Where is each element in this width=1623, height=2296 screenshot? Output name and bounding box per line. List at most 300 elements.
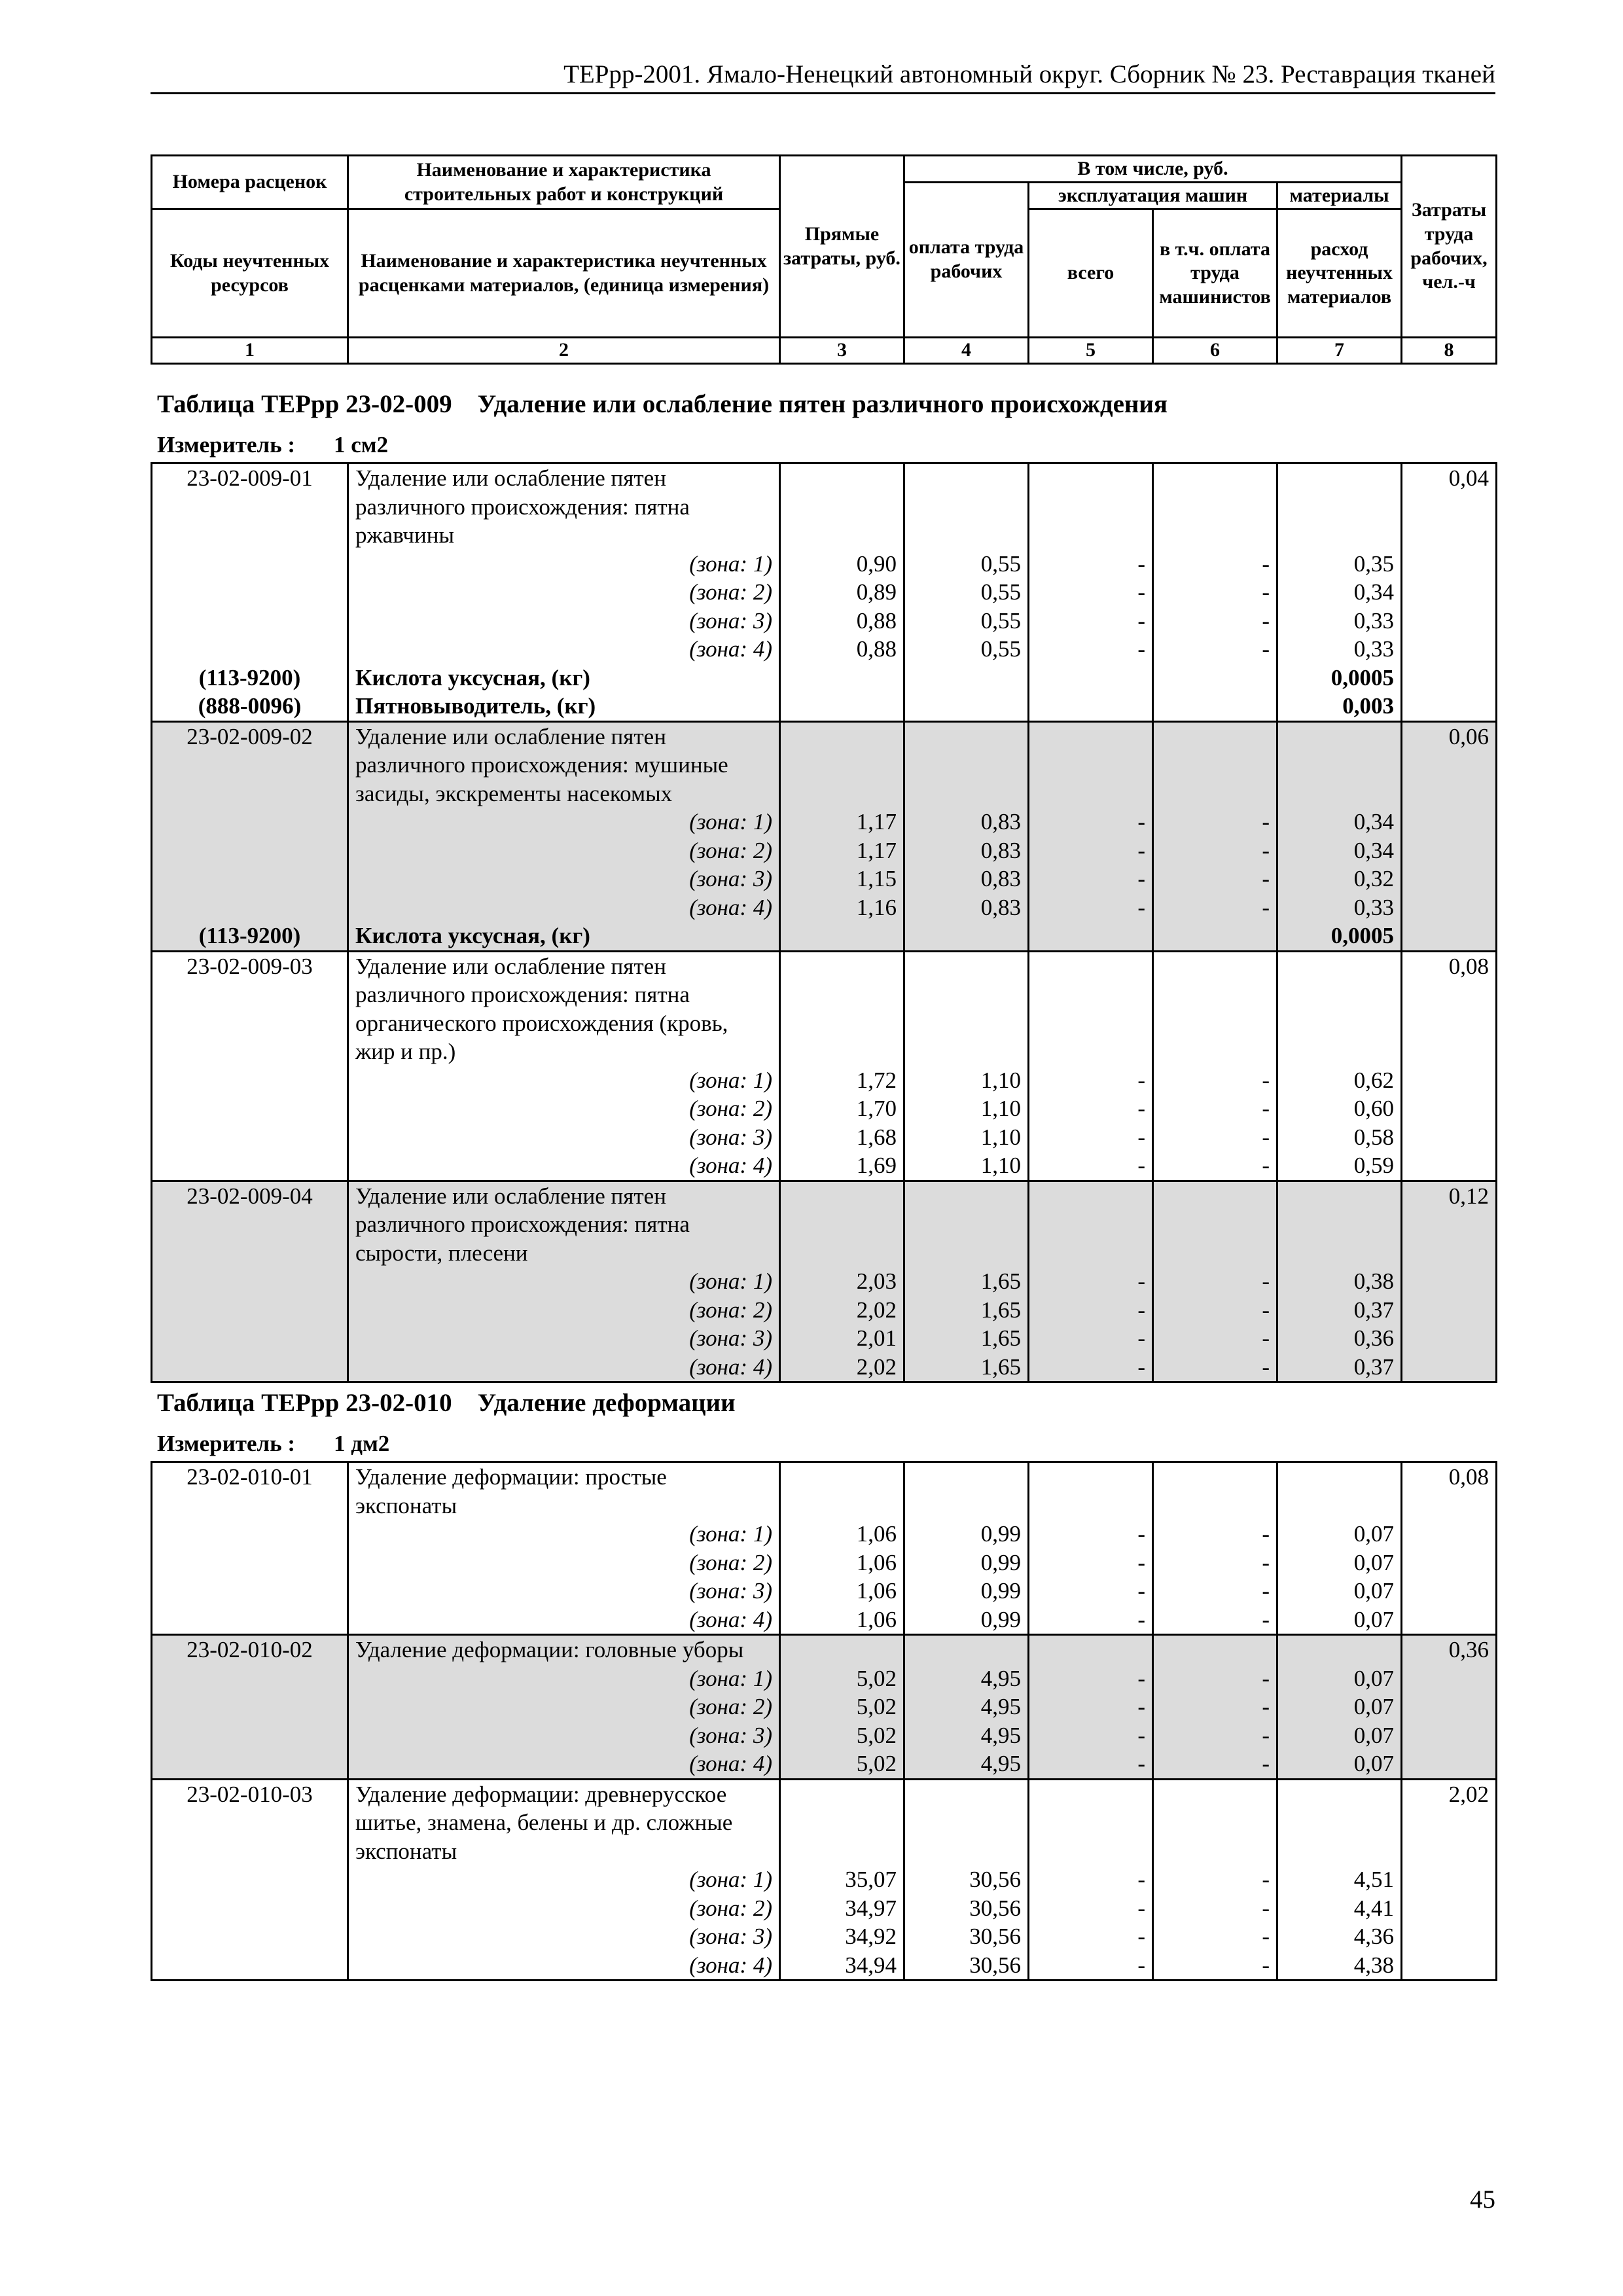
empty-cell (152, 550, 348, 579)
empty-cell (1153, 922, 1277, 951)
zone-label: (зона: 3) (348, 1922, 780, 1951)
empty-cell (1029, 1635, 1153, 1664)
worker-pay: 30,56 (904, 1865, 1029, 1894)
machinist-pay: - (1153, 1353, 1277, 1382)
table-row (152, 463, 1497, 550)
machinist-pay: - (1153, 607, 1277, 636)
zone-label: (зона: 4) (348, 1605, 780, 1635)
rate-group (152, 721, 1497, 951)
direct-costs: 0,88 (780, 635, 904, 664)
materials: 4,41 (1277, 1894, 1402, 1923)
empty-cell (1402, 1520, 1497, 1549)
machinist-pay: - (1153, 865, 1277, 893)
empty-cell (1402, 1353, 1497, 1382)
labor-costs: 2,02 (1402, 1779, 1497, 1865)
direct-costs: 1,06 (780, 1577, 904, 1605)
rates-table (151, 1461, 1497, 1981)
empty-cell (1402, 1605, 1497, 1635)
worker-pay: 30,56 (904, 1894, 1029, 1923)
machine-operation: - (1029, 1520, 1153, 1549)
page-number: 45 (1470, 2185, 1495, 2214)
empty-cell (1402, 1324, 1497, 1353)
empty-cell (780, 463, 904, 550)
zone-row (152, 1123, 1497, 1152)
rates-table (151, 462, 1497, 1383)
machine-operation: - (1029, 1549, 1153, 1577)
worker-pay: 0,83 (904, 865, 1029, 893)
direct-costs: 1,72 (780, 1066, 904, 1095)
empty-cell (904, 1462, 1029, 1520)
empty-cell (152, 808, 348, 836)
worker-pay: 0,83 (904, 808, 1029, 836)
direct-costs: 34,97 (780, 1894, 904, 1923)
measure-label: Измеритель : (157, 1431, 296, 1456)
empty-cell (1029, 721, 1153, 808)
direct-costs: 2,02 (780, 1296, 904, 1325)
empty-cell (1402, 607, 1497, 636)
empty-cell (1277, 1181, 1402, 1267)
empty-cell (780, 1635, 904, 1664)
materials: 0,34 (1277, 836, 1402, 865)
empty-cell (780, 1779, 904, 1865)
resource-amount: 0,0005 (1277, 664, 1402, 692)
rate-name: Удаление деформации: простые экспонаты (348, 1462, 780, 1520)
machine-operation: - (1029, 1951, 1153, 1981)
worker-pay: 4,95 (904, 1664, 1029, 1693)
zone-label: (зона: 4) (348, 1951, 780, 1981)
empty-cell (780, 721, 904, 808)
rate-code: 23-02-009-03 (152, 951, 348, 1066)
resource-name: Пятновыводитель, (кг) (348, 692, 780, 721)
resource-row (152, 664, 1497, 692)
table-row (152, 1462, 1497, 1520)
rate-group (152, 1462, 1497, 1635)
empty-cell (152, 865, 348, 893)
machine-operation: - (1029, 1267, 1153, 1296)
direct-costs: 34,94 (780, 1951, 904, 1981)
direct-costs: 0,89 (780, 578, 904, 607)
worker-pay: 1,10 (904, 1066, 1029, 1095)
table-row (152, 1181, 1497, 1267)
worker-pay: 0,99 (904, 1577, 1029, 1605)
header-total: всего (1029, 209, 1153, 338)
rate-name: Удаление или ослабление пятен различного происхождения: пятна ржавчины (348, 463, 780, 550)
header-number: 5 (1029, 338, 1153, 364)
direct-costs: 2,02 (780, 1353, 904, 1382)
empty-cell (1402, 578, 1497, 607)
materials: 0,34 (1277, 808, 1402, 836)
empty-cell (904, 951, 1029, 1066)
zone-row (152, 1894, 1497, 1923)
materials: 0,58 (1277, 1123, 1402, 1152)
direct-costs: 34,92 (780, 1922, 904, 1951)
direct-costs: 5,02 (780, 1749, 904, 1779)
table-row (152, 1635, 1497, 1664)
machinist-pay: - (1153, 1664, 1277, 1693)
machine-operation: - (1029, 550, 1153, 579)
materials: 0,59 (1277, 1151, 1402, 1181)
zone-row (152, 1693, 1497, 1721)
machinist-pay: - (1153, 635, 1277, 664)
zone-label: (зона: 3) (348, 1721, 780, 1750)
machine-operation: - (1029, 635, 1153, 664)
direct-costs: 5,02 (780, 1664, 904, 1693)
zone-row (152, 578, 1497, 607)
empty-cell (780, 922, 904, 951)
machinist-pay: - (1153, 1951, 1277, 1981)
machinist-pay: - (1153, 578, 1277, 607)
machine-operation: - (1029, 1749, 1153, 1779)
empty-cell (1153, 951, 1277, 1066)
empty-cell (1277, 951, 1402, 1066)
resource-name: Кислота уксусная, (кг) (348, 664, 780, 692)
machinist-pay: - (1153, 1296, 1277, 1325)
machine-operation: - (1029, 1721, 1153, 1750)
header-number: 2 (348, 338, 780, 364)
direct-costs: 1,16 (780, 893, 904, 922)
empty-cell (152, 1549, 348, 1577)
worker-pay: 30,56 (904, 1922, 1029, 1951)
empty-cell (1402, 1749, 1497, 1779)
materials: 0,34 (1277, 578, 1402, 607)
zone-row (152, 1151, 1497, 1181)
header-worker-pay: оплата труда рабочих (904, 183, 1029, 338)
machinist-pay: - (1153, 1865, 1277, 1894)
empty-cell (780, 692, 904, 721)
header-unaccounted-materials: расход неучтенных материалов (1277, 209, 1402, 338)
empty-cell (152, 1577, 348, 1605)
zone-row (152, 1549, 1497, 1577)
machine-operation: - (1029, 1693, 1153, 1721)
empty-cell (1029, 463, 1153, 550)
rate-code: 23-02-010-03 (152, 1779, 348, 1865)
resource-amount: 0,0005 (1277, 922, 1402, 951)
materials: 0,07 (1277, 1605, 1402, 1635)
materials: 0,07 (1277, 1520, 1402, 1549)
materials: 0,33 (1277, 607, 1402, 636)
zone-label: (зона: 4) (348, 635, 780, 664)
zone-row (152, 1577, 1497, 1605)
direct-costs: 1,68 (780, 1123, 904, 1152)
column-header-table (151, 154, 1497, 365)
resource-row (152, 692, 1497, 721)
empty-cell (1277, 1462, 1402, 1520)
worker-pay: 1,10 (904, 1151, 1029, 1181)
empty-cell (780, 664, 904, 692)
machinist-pay: - (1153, 1894, 1277, 1923)
empty-cell (1153, 1181, 1277, 1267)
empty-cell (1402, 1267, 1497, 1296)
machinist-pay: - (1153, 808, 1277, 836)
header-number: 3 (780, 338, 904, 364)
empty-cell (904, 1181, 1029, 1267)
table-row (152, 951, 1497, 1066)
machine-operation: - (1029, 1324, 1153, 1353)
zone-row (152, 1605, 1497, 1635)
rate-name: Удаление деформации: древнерусское шитье, знамена, белены и др. сложные экспонаты (348, 1779, 780, 1865)
empty-cell (904, 664, 1029, 692)
resource-code: (113-9200) (152, 922, 348, 951)
zone-label: (зона: 2) (348, 1693, 780, 1721)
rate-code: 23-02-010-02 (152, 1635, 348, 1664)
zone-label: (зона: 1) (348, 550, 780, 579)
zone-label: (зона: 3) (348, 1577, 780, 1605)
zone-label: (зона: 1) (348, 1066, 780, 1095)
materials: 0,36 (1277, 1324, 1402, 1353)
worker-pay: 0,99 (904, 1549, 1029, 1577)
labor-costs: 0,08 (1402, 1462, 1497, 1520)
resource-code: (888-0096) (152, 692, 348, 721)
empty-cell (152, 836, 348, 865)
machine-operation: - (1029, 1066, 1153, 1095)
empty-cell (904, 692, 1029, 721)
machinist-pay: - (1153, 1520, 1277, 1549)
machinist-pay: - (1153, 1324, 1277, 1353)
machinist-pay: - (1153, 836, 1277, 865)
empty-cell (1402, 1151, 1497, 1181)
worker-pay: 4,95 (904, 1693, 1029, 1721)
materials: 4,38 (1277, 1951, 1402, 1981)
machinist-pay: - (1153, 1094, 1277, 1123)
header-resource-codes: Коды неучтенных ресурсов (152, 209, 348, 338)
measure-unit: 1 см2 (334, 432, 389, 457)
direct-costs: 1,70 (780, 1094, 904, 1123)
rate-code: 23-02-010-01 (152, 1462, 348, 1520)
direct-costs: 1,06 (780, 1520, 904, 1549)
header-number: 7 (1277, 338, 1402, 364)
zone-row (152, 1324, 1497, 1353)
machinist-pay: - (1153, 550, 1277, 579)
zone-label: (зона: 2) (348, 1894, 780, 1923)
header-direct-costs: Прямые затраты, руб. (780, 156, 904, 338)
empty-cell (152, 607, 348, 636)
machinist-pay: - (1153, 1123, 1277, 1152)
table-row (152, 1779, 1497, 1865)
machinist-pay: - (1153, 1693, 1277, 1721)
materials: 0,37 (1277, 1296, 1402, 1325)
materials: 0,07 (1277, 1693, 1402, 1721)
empty-cell (1402, 922, 1497, 951)
header-rate-numbers: Номера расценок (152, 156, 348, 209)
empty-cell (1402, 664, 1497, 692)
materials: 0,07 (1277, 1721, 1402, 1750)
machine-operation: - (1029, 808, 1153, 836)
empty-cell (152, 1605, 348, 1635)
empty-cell (1277, 1779, 1402, 1865)
worker-pay: 0,55 (904, 578, 1029, 607)
rate-name: Удаление или ослабление пятен различного происхождения: пятна сырости, плесени (348, 1181, 780, 1267)
worker-pay: 0,99 (904, 1520, 1029, 1549)
worker-pay: 0,55 (904, 550, 1029, 579)
direct-costs: 1,17 (780, 836, 904, 865)
labor-costs: 0,36 (1402, 1635, 1497, 1664)
empty-cell (1029, 664, 1153, 692)
zone-label: (зона: 3) (348, 607, 780, 636)
empty-cell (1402, 1693, 1497, 1721)
labor-costs: 0,06 (1402, 721, 1497, 808)
empty-cell (1402, 1549, 1497, 1577)
rate-name: Удаление деформации: головные уборы (348, 1635, 780, 1664)
empty-cell (1402, 1066, 1497, 1095)
empty-cell (904, 1635, 1029, 1664)
header-number: 6 (1153, 338, 1277, 364)
empty-cell (1029, 692, 1153, 721)
zone-row (152, 550, 1497, 579)
machine-operation: - (1029, 865, 1153, 893)
zone-row (152, 808, 1497, 836)
empty-cell (1402, 865, 1497, 893)
empty-cell (152, 578, 348, 607)
machine-operation: - (1029, 578, 1153, 607)
zone-row (152, 1951, 1497, 1981)
machine-operation: - (1029, 1123, 1153, 1152)
empty-cell (152, 1894, 348, 1923)
worker-pay: 1,65 (904, 1324, 1029, 1353)
empty-cell (1402, 692, 1497, 721)
empty-cell (1402, 893, 1497, 922)
materials: 0,07 (1277, 1549, 1402, 1577)
header-labor-costs: Затраты труда рабочих, чел.-ч (1402, 156, 1497, 338)
zone-label: (зона: 4) (348, 1749, 780, 1779)
empty-cell (152, 1094, 348, 1123)
resource-name: Кислота уксусная, (кг) (348, 922, 780, 951)
table-row (152, 721, 1497, 808)
zone-row (152, 1865, 1497, 1894)
rate-code: 23-02-009-04 (152, 1181, 348, 1267)
header-work-name: Наименование и характеристика строительных работ и конструкций (348, 156, 780, 209)
empty-cell (1402, 1094, 1497, 1123)
empty-cell (1153, 721, 1277, 808)
measure-label: Измеритель : (157, 432, 296, 457)
empty-cell (152, 1123, 348, 1152)
empty-cell (152, 1951, 348, 1981)
empty-cell (1402, 1951, 1497, 1981)
empty-cell (1153, 1635, 1277, 1664)
zone-label: (зона: 4) (348, 893, 780, 922)
zone-label: (зона: 1) (348, 1520, 780, 1549)
zone-row (152, 893, 1497, 922)
labor-costs: 0,04 (1402, 463, 1497, 550)
resource-code: (113-9200) (152, 664, 348, 692)
empty-cell (904, 721, 1029, 808)
machinist-pay: - (1153, 1577, 1277, 1605)
materials: 0,38 (1277, 1267, 1402, 1296)
empty-cell (152, 1693, 348, 1721)
zone-label: (зона: 2) (348, 1094, 780, 1123)
empty-cell (1029, 1462, 1153, 1520)
machine-operation: - (1029, 1922, 1153, 1951)
materials: 0,60 (1277, 1094, 1402, 1123)
direct-costs: 35,07 (780, 1865, 904, 1894)
direct-costs: 2,03 (780, 1267, 904, 1296)
machine-operation: - (1029, 1094, 1153, 1123)
empty-cell (152, 1151, 348, 1181)
measure-unit: 1 дм2 (334, 1431, 390, 1456)
materials: 0,37 (1277, 1353, 1402, 1382)
measure-line (157, 432, 388, 458)
empty-cell (1277, 1635, 1402, 1664)
zone-row (152, 1296, 1497, 1325)
header-including: В том числе, руб. (904, 156, 1402, 183)
materials: 0,07 (1277, 1664, 1402, 1693)
zone-row (152, 1520, 1497, 1549)
empty-cell (152, 1066, 348, 1095)
empty-cell (1153, 1462, 1277, 1520)
machine-operation: - (1029, 1353, 1153, 1382)
worker-pay: 1,10 (904, 1094, 1029, 1123)
table-title: Таблица ТЕРрр 23-02-009 Удаление или ослабление пятен различного происхождения (157, 390, 1168, 418)
materials: 4,51 (1277, 1865, 1402, 1894)
zone-label: (зона: 2) (348, 578, 780, 607)
rate-code: 23-02-009-02 (152, 721, 348, 808)
rate-group (152, 1635, 1497, 1780)
zone-label: (зона: 2) (348, 1549, 780, 1577)
zone-label: (зона: 2) (348, 836, 780, 865)
machinist-pay: - (1153, 1922, 1277, 1951)
materials: 0,33 (1277, 893, 1402, 922)
zone-row (152, 1353, 1497, 1382)
measure-line (157, 1431, 389, 1457)
direct-costs: 1,15 (780, 865, 904, 893)
empty-cell (1402, 1296, 1497, 1325)
empty-cell (152, 1721, 348, 1750)
empty-cell (152, 893, 348, 922)
machinist-pay: - (1153, 1066, 1277, 1095)
direct-costs: 1,06 (780, 1605, 904, 1635)
worker-pay: 1,65 (904, 1353, 1029, 1382)
materials: 0,62 (1277, 1066, 1402, 1095)
empty-cell (1402, 1664, 1497, 1693)
materials: 0,07 (1277, 1749, 1402, 1779)
empty-cell (780, 951, 904, 1066)
rate-group (152, 1779, 1497, 1981)
worker-pay: 0,55 (904, 635, 1029, 664)
machine-operation: - (1029, 1151, 1153, 1181)
empty-cell (1402, 635, 1497, 664)
header-resource-names: Наименование и характеристика неучтенных расценками материалов, (единица измерения) (348, 209, 780, 338)
table-title: Таблица ТЕРрр 23-02-010 Удаление деформации (157, 1389, 736, 1417)
header-machine-operation: эксплуатация машин (1029, 183, 1277, 209)
empty-cell (1277, 463, 1402, 550)
zone-row (152, 1922, 1497, 1951)
header-number: 1 (152, 338, 348, 364)
empty-cell (152, 1865, 348, 1894)
empty-cell (1402, 1865, 1497, 1894)
empty-cell (152, 1353, 348, 1382)
resource-row (152, 922, 1497, 951)
machine-operation: - (1029, 1577, 1153, 1605)
empty-cell (1402, 808, 1497, 836)
direct-costs: 1,69 (780, 1151, 904, 1181)
zone-row (152, 1267, 1497, 1296)
worker-pay: 1,65 (904, 1296, 1029, 1325)
empty-cell (1153, 1779, 1277, 1865)
machinist-pay: - (1153, 1549, 1277, 1577)
header-machinist-pay: в т.ч. оплата труда машинистов (1153, 209, 1277, 338)
direct-costs: 1,06 (780, 1549, 904, 1577)
machine-operation: - (1029, 1894, 1153, 1923)
zone-label: (зона: 2) (348, 1296, 780, 1325)
zone-row (152, 836, 1497, 865)
empty-cell (1153, 692, 1277, 721)
machinist-pay: - (1153, 1721, 1277, 1750)
empty-cell (1402, 836, 1497, 865)
empty-cell (152, 1296, 348, 1325)
labor-costs: 0,08 (1402, 951, 1497, 1066)
empty-cell (780, 1462, 904, 1520)
zone-row (152, 865, 1497, 893)
direct-costs: 5,02 (780, 1693, 904, 1721)
